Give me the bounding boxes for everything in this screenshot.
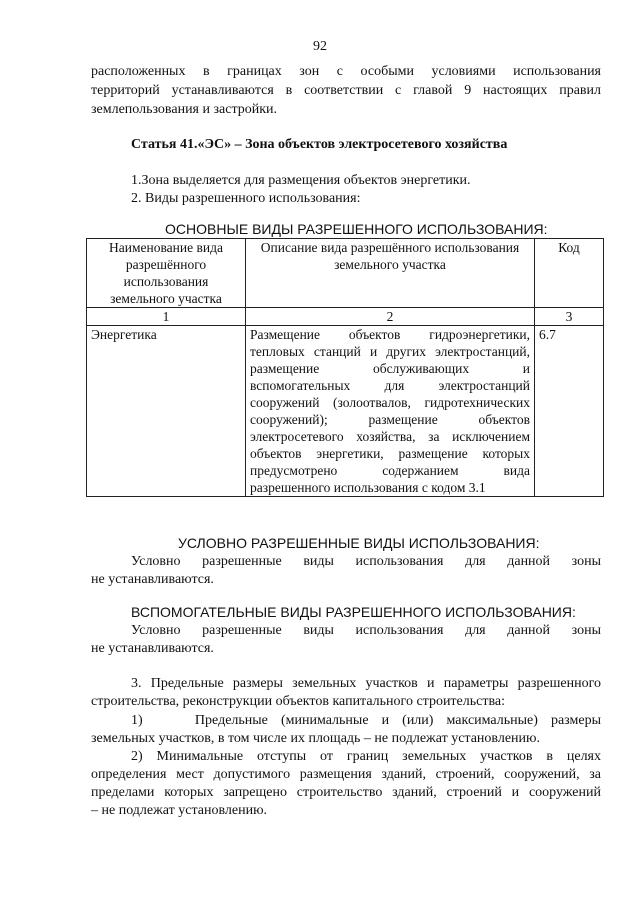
- paragraph-1-line-1: 1) Предельные (минимальные и (или) максимальные) размеры: [131, 713, 601, 728]
- header-name: Наименование вида разрешённого использования земельного участка: [87, 239, 246, 308]
- section3-line-1: 3. Предельные размеры земельных участков и параметры разрешенного: [131, 676, 601, 691]
- auxiliary-line-1: Условно разрешенные виды использования для данной зоны: [131, 623, 601, 638]
- paragraph-2-line-2: определения мест допустимого размещения зданий, строений, сооружений, за: [91, 767, 601, 782]
- main-uses-table: [86, 238, 604, 497]
- use-name: Энергетика: [87, 326, 246, 497]
- intro-line-3: землепользования и застройки.: [91, 102, 278, 117]
- use-code: 6.7: [535, 326, 604, 497]
- section3-line-2: строительства, реконструкции объектов капитального строительства:: [91, 694, 505, 709]
- use-description: Размещение объектов гидроэнергетики, тепловых станций и других электростанций, размещение обслуживающих и вспомогательных для электростанций сооружений (золоотвалов, гидротехнических сооружений); размещение объектов электросетевого хозяйства, за исключением объектов энергетики, размещение которых предусмотрено содержанием вида разрешенного использования с кодом 3.1: [246, 326, 535, 497]
- paragraph-2-line-1: 2) Минимальные отступы от границ земельных участков в целях: [131, 749, 601, 764]
- col-number-2: 2: [246, 308, 535, 326]
- auxiliary-heading: ВСПОМОГАТЕЛЬНЫЕ ВИДЫ РАЗРЕШЕННОГО ИСПОЛЬЗОВАНИЯ:: [131, 604, 576, 620]
- table-number-row: [87, 308, 604, 326]
- col-number-1: 1: [87, 308, 246, 326]
- item-1: 1.Зона выделяется для размещения объектов энергетики.: [131, 173, 471, 188]
- table-row: [87, 326, 604, 497]
- item-2: 2. Виды разрешенного использования:: [131, 191, 361, 206]
- intro-line-1: расположенных в границах зон с особыми условиями использования: [91, 64, 601, 79]
- col-number-3: 3: [535, 308, 604, 326]
- conditional-line-1: Условно разрешенные виды использования для данной зоны: [131, 554, 601, 569]
- conditional-heading: УСЛОВНО РАЗРЕШЕННЫЕ ВИДЫ ИСПОЛЬЗОВАНИЯ:: [178, 535, 540, 551]
- table-header-row: [87, 239, 604, 308]
- header-description: Описание вида разрешённого использования земельного участка: [246, 239, 535, 308]
- page-number: 92: [313, 39, 327, 54]
- paragraph-2-line-4: – не подлежат установлению.: [91, 803, 268, 818]
- conditional-line-2: не устанавливаются.: [91, 572, 214, 587]
- intro-line-2: территорий устанавливаются в соответствии с главой 9 настоящих правил: [91, 83, 601, 98]
- header-code: Код: [535, 239, 604, 308]
- paragraph-2-line-3: пределами которых запрещено строительство зданий, строений и сооружений: [91, 785, 601, 800]
- article-title: Статья 41.«ЭС» – Зона объектов электросетевого хозяйства: [131, 137, 508, 152]
- paragraph-1-line-2: земельных участков, в том числе их площадь – не подлежат установлению.: [91, 731, 540, 746]
- main-uses-heading: ОСНОВНЫЕ ВИДЫ РАЗРЕШЕННОГО ИСПОЛЬЗОВАНИЯ:: [165, 221, 548, 237]
- auxiliary-line-2: не устанавливаются.: [91, 641, 214, 656]
